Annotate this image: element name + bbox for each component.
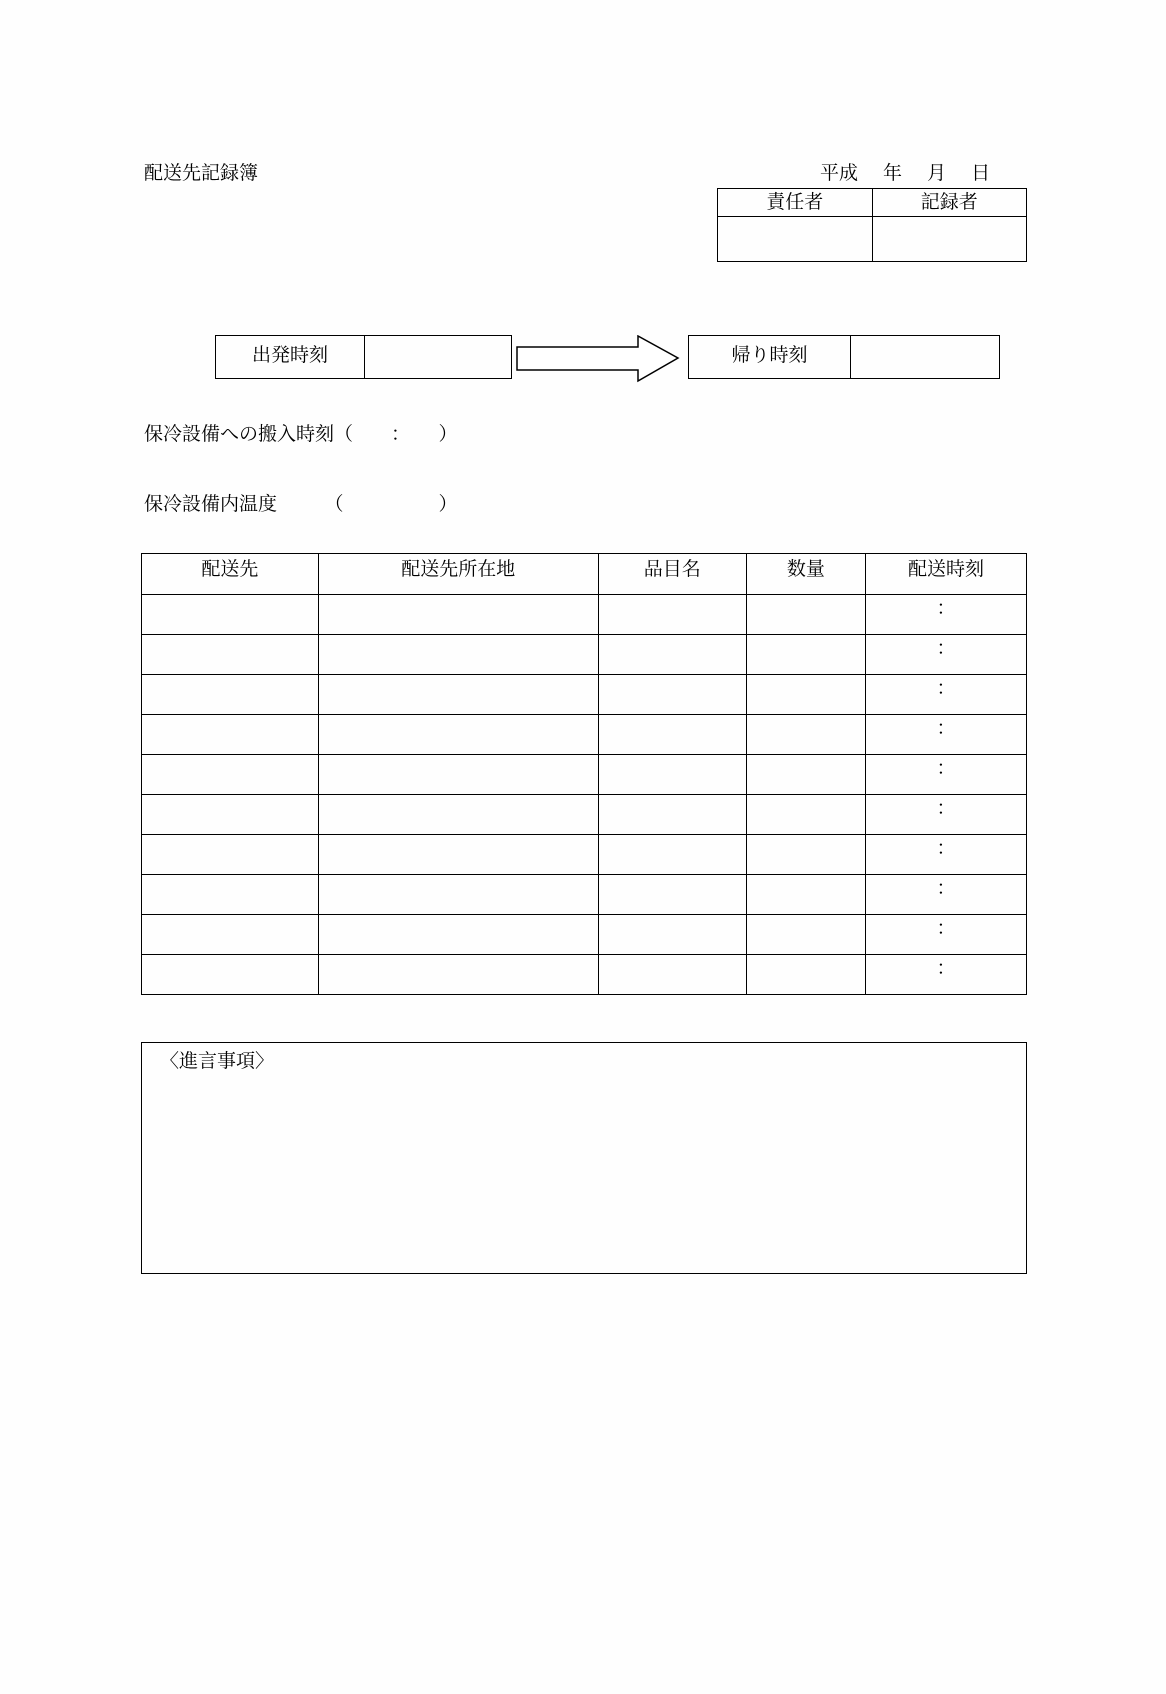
table-cell[interactable] xyxy=(746,875,865,915)
table-cell[interactable] xyxy=(598,595,746,635)
document-title: 配送先記録簿 xyxy=(144,162,259,184)
table-cell[interactable] xyxy=(142,715,319,755)
table-cell[interactable] xyxy=(318,675,598,715)
table-cell[interactable] xyxy=(318,835,598,875)
table-cell[interactable] xyxy=(746,715,865,755)
table-cell[interactable] xyxy=(746,955,865,995)
table-cell[interactable] xyxy=(142,955,319,995)
table-row xyxy=(142,915,1027,955)
table-row xyxy=(142,715,1027,755)
table-cell[interactable] xyxy=(318,915,598,955)
table-cell[interactable] xyxy=(598,915,746,955)
responsible-field[interactable] xyxy=(718,217,873,262)
table-cell[interactable]: ： xyxy=(866,955,1027,995)
table-cell[interactable] xyxy=(142,675,319,715)
table-cell[interactable] xyxy=(598,875,746,915)
table-cell[interactable] xyxy=(598,955,746,995)
table-cell[interactable] xyxy=(598,675,746,715)
return-label: 帰り時刻 xyxy=(689,336,851,378)
table-row xyxy=(142,875,1027,915)
table-cell[interactable] xyxy=(598,755,746,795)
table-cell[interactable]: ： xyxy=(866,835,1027,875)
table-row xyxy=(142,755,1027,795)
table-cell[interactable] xyxy=(142,755,319,795)
table-cell[interactable] xyxy=(318,875,598,915)
table-cell[interactable] xyxy=(142,875,319,915)
table-cell[interactable] xyxy=(746,675,865,715)
table-cell[interactable] xyxy=(318,635,598,675)
table-cell[interactable] xyxy=(598,715,746,755)
table-row xyxy=(142,635,1027,675)
table-cell[interactable] xyxy=(142,595,319,635)
table-row xyxy=(142,675,1027,715)
table-cell[interactable] xyxy=(598,635,746,675)
table-row xyxy=(142,795,1027,835)
return-time-box xyxy=(688,335,1000,379)
table-cell[interactable] xyxy=(318,795,598,835)
notes-label: 〈進言事項〉 xyxy=(160,1050,275,1072)
table-cell[interactable] xyxy=(142,915,319,955)
table-cell[interactable] xyxy=(746,795,865,835)
table-cell[interactable]: ： xyxy=(866,675,1027,715)
column-header: 配送先 xyxy=(142,554,319,595)
recorder-field[interactable] xyxy=(872,217,1027,262)
table-cell[interactable] xyxy=(598,835,746,875)
departure-label: 出発時刻 xyxy=(216,336,365,378)
table-cell[interactable] xyxy=(318,955,598,995)
carry-in-time-line: 保冷設備への搬入時刻（ ： ） xyxy=(144,423,458,445)
table-cell[interactable] xyxy=(746,835,865,875)
table-cell[interactable] xyxy=(142,795,319,835)
table-cell[interactable]: ： xyxy=(866,715,1027,755)
return-time-field[interactable] xyxy=(851,336,999,378)
column-header: 品目名 xyxy=(598,554,746,595)
table-cell[interactable]: ： xyxy=(866,875,1027,915)
table-cell[interactable] xyxy=(746,755,865,795)
table-cell[interactable] xyxy=(318,755,598,795)
temperature-line: 保冷設備内温度 （ ） xyxy=(144,493,458,515)
date-line: 平成 年 月 日 xyxy=(820,162,991,184)
table-cell[interactable]: ： xyxy=(866,755,1027,795)
header-responsible: 責任者 xyxy=(718,189,873,217)
arrow-right-icon xyxy=(516,335,680,383)
header-recorder: 記録者 xyxy=(872,189,1027,217)
column-header: 配送先所在地 xyxy=(318,554,598,595)
table-cell[interactable]: ： xyxy=(866,595,1027,635)
table-cell[interactable]: ： xyxy=(866,795,1027,835)
table-cell[interactable]: ： xyxy=(866,635,1027,675)
table-row xyxy=(142,955,1027,995)
signature-table xyxy=(717,188,1027,262)
table-cell[interactable] xyxy=(318,595,598,635)
table-cell[interactable] xyxy=(142,635,319,675)
delivery-table xyxy=(141,553,1027,995)
table-cell[interactable] xyxy=(746,915,865,955)
notes-box[interactable] xyxy=(141,1042,1027,1274)
table-cell[interactable] xyxy=(746,635,865,675)
departure-time-field[interactable] xyxy=(365,336,511,378)
column-header: 数量 xyxy=(746,554,865,595)
column-header: 配送時刻 xyxy=(866,554,1027,595)
table-row xyxy=(142,835,1027,875)
table-row xyxy=(142,595,1027,635)
table-cell[interactable] xyxy=(746,595,865,635)
table-cell[interactable] xyxy=(598,795,746,835)
table-cell[interactable] xyxy=(318,715,598,755)
table-cell[interactable]: ： xyxy=(866,915,1027,955)
departure-time-box xyxy=(215,335,512,379)
table-cell[interactable] xyxy=(142,835,319,875)
